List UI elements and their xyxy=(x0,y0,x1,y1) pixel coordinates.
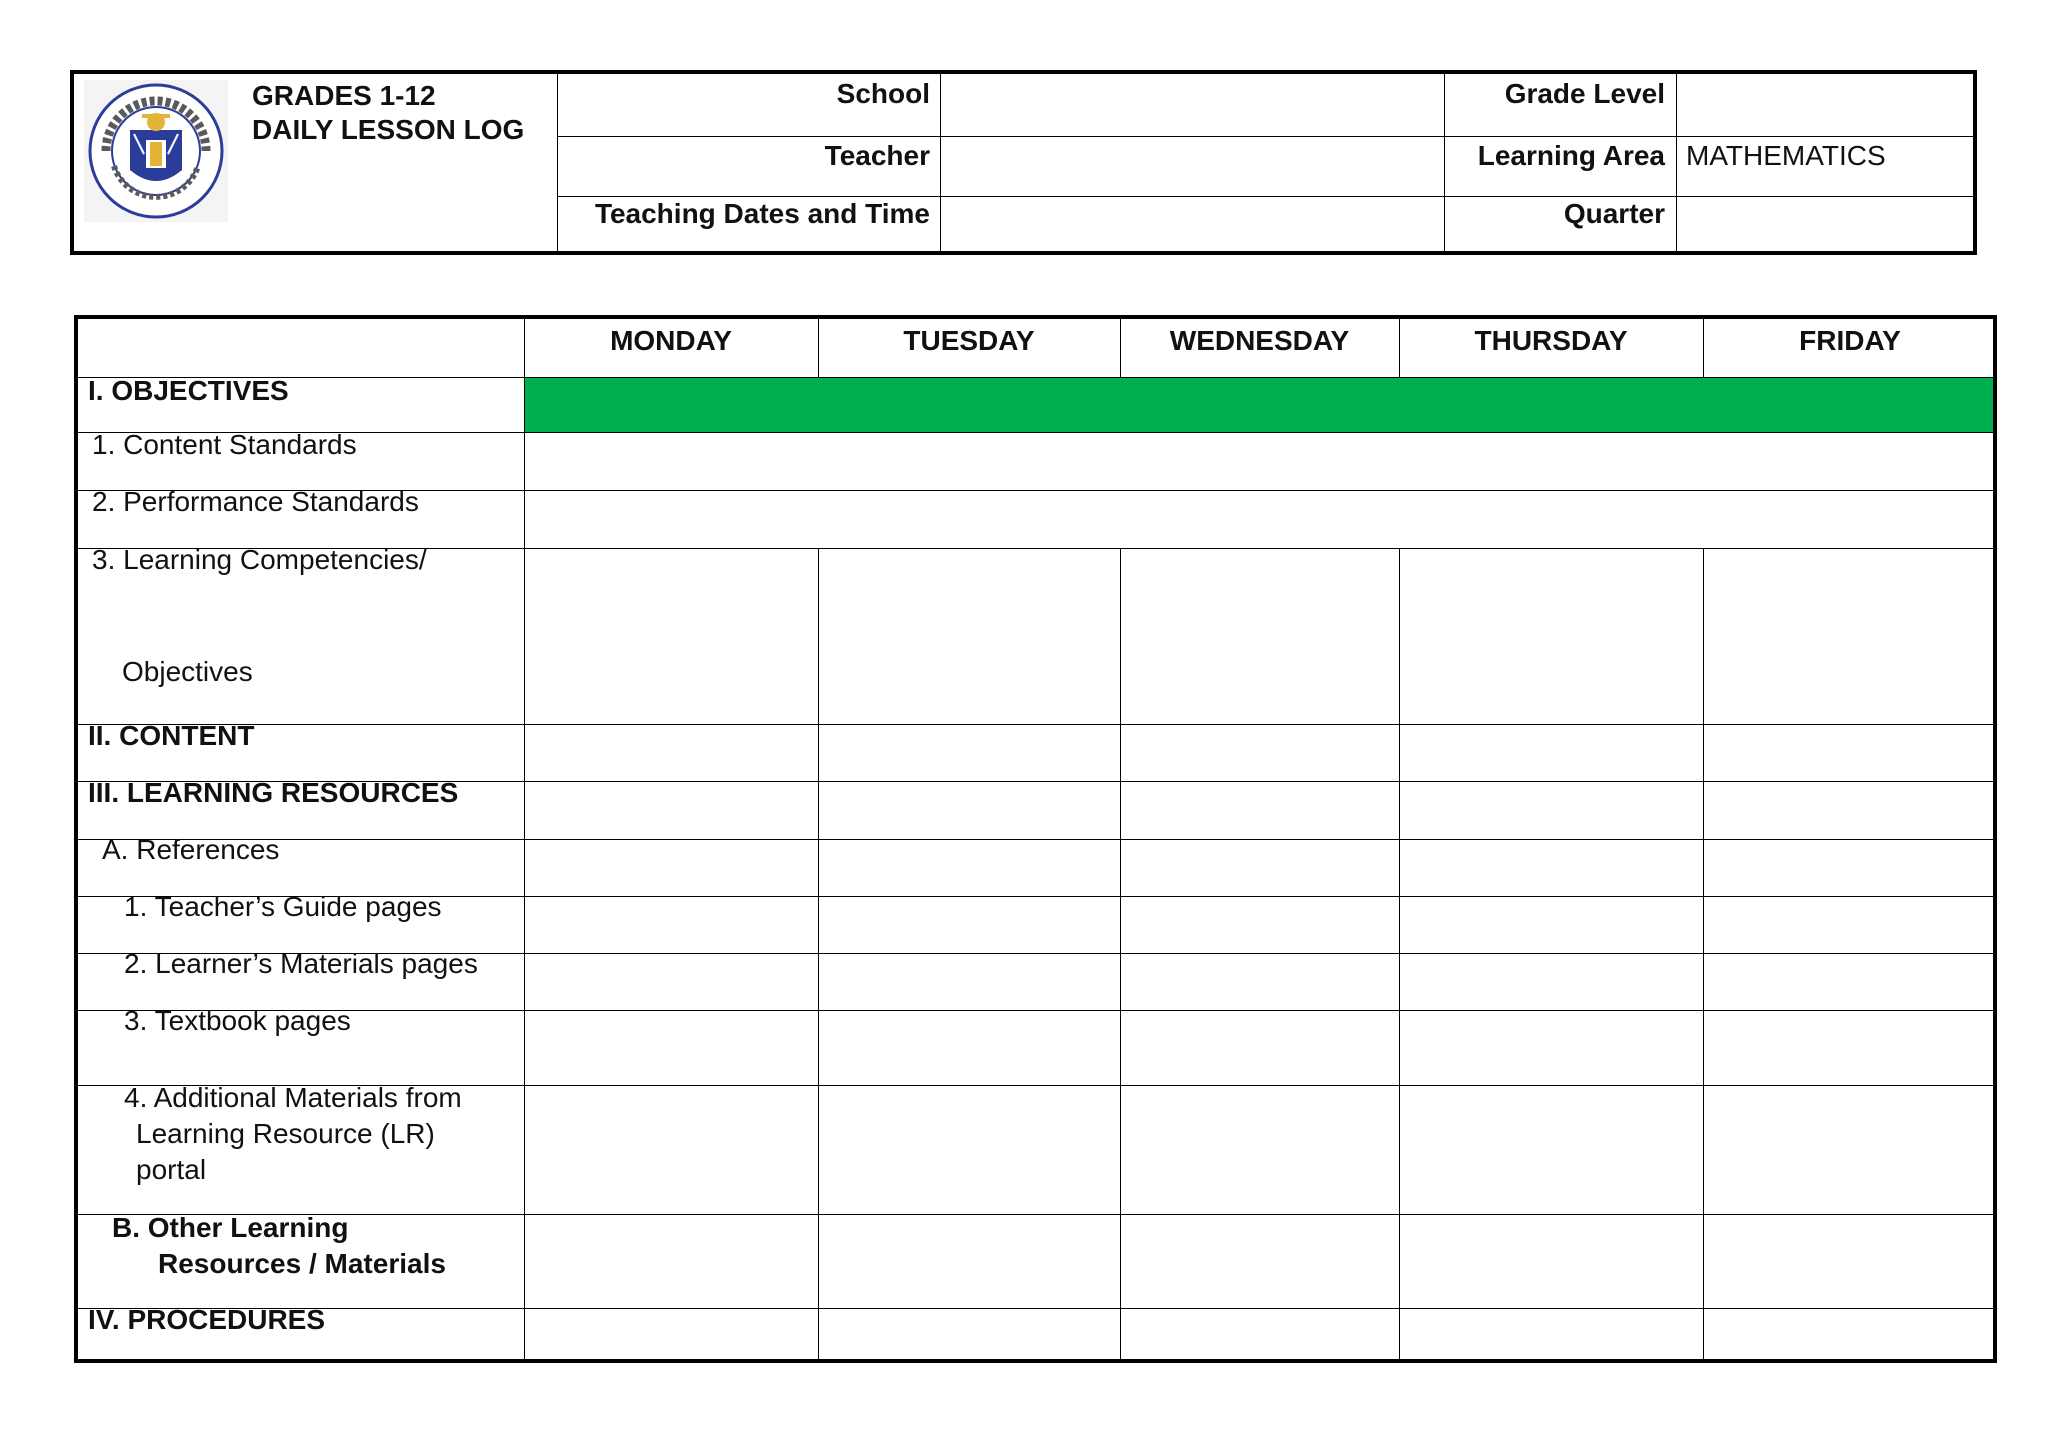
objectives-highlight-bar xyxy=(524,378,1993,432)
row-label-textbook: 3. Textbook pages xyxy=(124,1005,351,1036)
day-header-wednesday: WEDNESDAY xyxy=(1169,325,1350,356)
col-divider-wed-head xyxy=(1399,319,1400,377)
header-title xyxy=(252,79,524,147)
row-line-10 xyxy=(78,1010,1993,1011)
school-field[interactable] xyxy=(948,78,1438,132)
grade-level-label: Grade Level xyxy=(1504,78,1665,109)
learning-area-value[interactable]: MATHEMATICS xyxy=(1686,140,1886,171)
day-header-tuesday: TUESDAY xyxy=(903,325,1035,356)
row-label-additional-materials-2: Learning Resource (LR) xyxy=(136,1118,435,1149)
teacher-field[interactable] xyxy=(948,140,1438,192)
row-line-12 xyxy=(78,1214,1993,1215)
row-label-learning-competencies: 3. Learning Competencies/ xyxy=(92,544,427,575)
row-label-additional-materials-1: 4. Additional Materials from xyxy=(124,1082,462,1113)
row-label-teachers-guide: 1. Teacher’s Guide pages xyxy=(124,891,442,922)
header-hline-1 xyxy=(557,136,1973,137)
row-line-1 xyxy=(78,377,1993,378)
row-label-references: A. References xyxy=(102,834,280,865)
row-line-5 xyxy=(78,724,1993,725)
row-line-13 xyxy=(78,1308,1993,1309)
quarter-label: Quarter xyxy=(1563,198,1665,229)
deped-seal-logo xyxy=(84,80,228,222)
header-hline-2 xyxy=(557,196,1973,197)
row-line-2 xyxy=(78,432,1993,433)
title-line-2: DAILY LESSON LOG xyxy=(252,114,525,145)
row-label-performance-standards: 2. Performance Standards xyxy=(92,486,419,517)
row-label-procedures: IV. PROCEDURES xyxy=(88,1304,326,1335)
row-label-learning-resources: III. LEARNING RESOURCES xyxy=(88,777,459,808)
grade-level-field[interactable] xyxy=(1684,78,1969,132)
header-divider-2 xyxy=(940,74,941,251)
day-header-thursday: THURSDAY xyxy=(1474,325,1628,356)
header-divider-3 xyxy=(1444,74,1445,251)
row-label-additional-materials-3: portal xyxy=(136,1154,207,1185)
row-label-content-standards: 1. Content Standards xyxy=(92,429,357,460)
day-header-monday: MONDAY xyxy=(610,325,732,356)
school-label: School xyxy=(836,78,930,109)
header-divider-1 xyxy=(557,74,558,251)
header-divider-4 xyxy=(1676,74,1677,251)
day-header-friday: FRIDAY xyxy=(1799,325,1901,356)
row-label-content: II. CONTENT xyxy=(88,720,255,751)
col-divider-tue-head xyxy=(1120,319,1121,377)
teaching-dates-field[interactable] xyxy=(948,200,1438,250)
row-label-other-resources-1: B. Other Learning xyxy=(112,1212,349,1243)
row-label-learners-materials: 2. Learner’s Materials pages xyxy=(124,948,478,979)
teacher-label: Teacher xyxy=(824,140,930,171)
row-line-7 xyxy=(78,839,1993,840)
col-divider-thu-head xyxy=(1703,319,1704,377)
lesson-log-table xyxy=(74,315,1997,1363)
row-label-other-resources-2: Resources / Materials xyxy=(158,1248,446,1279)
row-label-objectives: I. OBJECTIVES xyxy=(88,375,289,406)
quarter-field[interactable] xyxy=(1684,200,1969,250)
header-box xyxy=(70,70,1977,255)
seal-icon xyxy=(84,80,228,222)
title-line-1: GRADES 1-12 xyxy=(252,80,436,111)
col-divider-mon-head xyxy=(818,319,819,377)
learning-area-label: Learning Area xyxy=(1477,140,1665,171)
teaching-dates-label: Teaching Dates and Time xyxy=(594,198,930,229)
row-label-objectives-sub: Objectives xyxy=(122,656,253,687)
